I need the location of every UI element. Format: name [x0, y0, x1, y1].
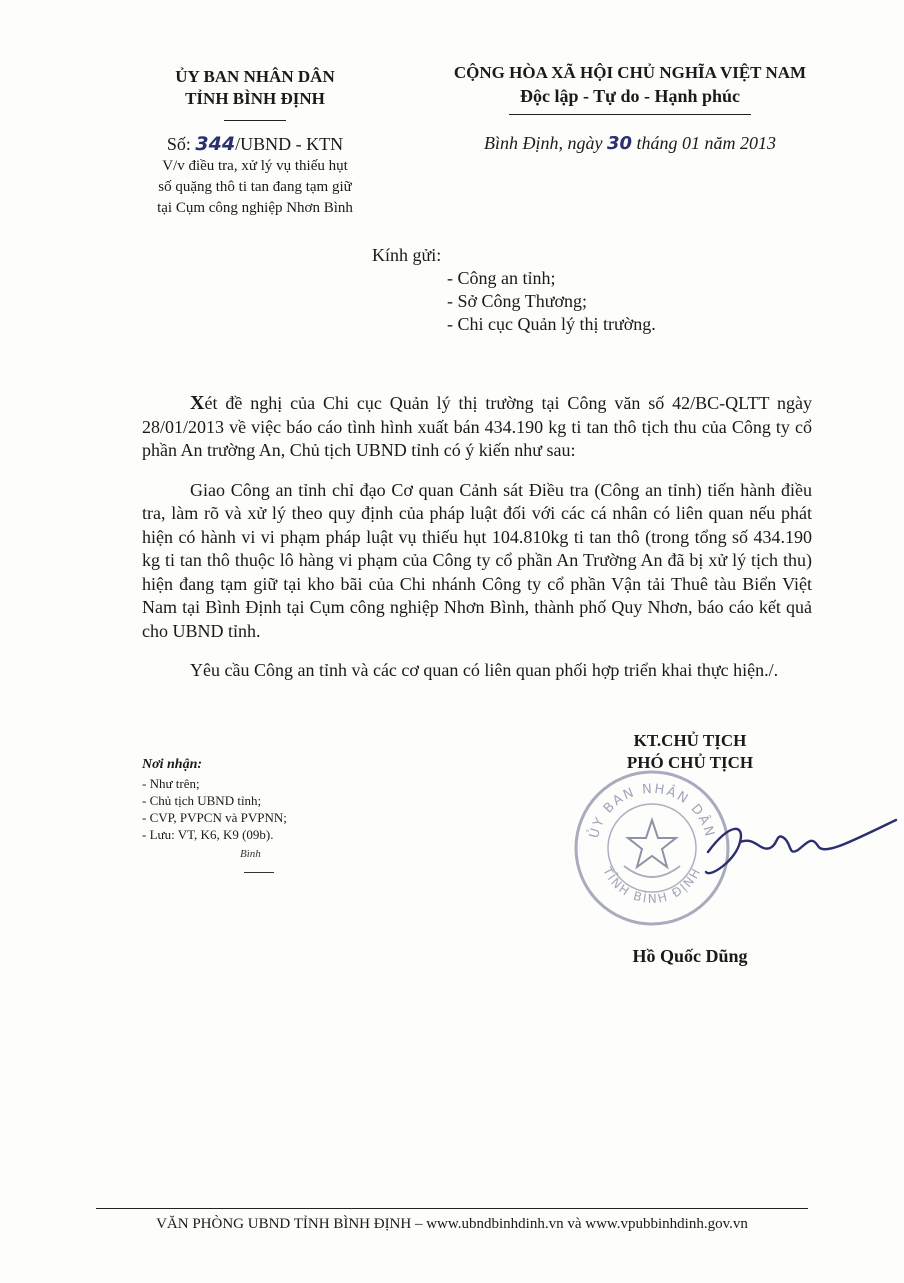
svg-text:ỦY BAN NHÂN DÂN — [585, 782, 717, 840]
national-header — [400, 62, 860, 115]
subject-line-3: tại Cụm công nghiệp Nhơn Bình — [157, 200, 353, 216]
clerk-initials-underline — [244, 872, 274, 873]
recipient-item: - Chi cục Quản lý thị trường. — [447, 314, 656, 334]
footer-divider — [96, 1208, 808, 1209]
seal-text-top: ỦY BAN NHÂN DÂN — [586, 781, 718, 840]
subject-line-1: V/v điều tra, xử lý vụ thiếu hụt — [162, 158, 348, 174]
body-paragraph-1-text: ét đề nghị của Chi cục Quản lý thị trường tại Công văn số 42/BC-QLTT ngày 28/01/2013 về việc báo cáo tình hình xuất bán 434.190 kg ti tan thô tịch thu của Công ty cổ phần An trường An, Chủ tịch UBND tỉnh có ý kiến như sau: — [142, 393, 812, 460]
letter-body — [142, 392, 812, 699]
body-paragraph-1-initial: X — [190, 392, 205, 414]
issuer-org-line2: TỈNH BÌNH ĐỊNH — [185, 89, 325, 108]
body-paragraph-1 — [142, 392, 812, 463]
date-line — [400, 133, 860, 154]
date-suffix: tháng 01 năm 2013 — [636, 133, 777, 153]
clerk-initials: Bình — [240, 848, 261, 860]
national-motto: Độc lập - Tự do - Hạnh phúc — [519, 86, 741, 106]
seal-text-bottom: TỈNH BÌNH ĐỊNH — [600, 864, 704, 906]
distribution-title: Nơi nhận: — [142, 757, 203, 772]
distribution-list — [142, 756, 287, 843]
recipients-block — [372, 244, 656, 336]
document-number — [120, 133, 390, 155]
distribution-item: - Như trên; — [142, 776, 200, 791]
body-paragraph-2: Giao Công an tỉnh chỉ đạo Cơ quan Cảnh sát Điều tra (Công an tỉnh) tiến hành điều tra, làm rõ và xử lý theo quy định của pháp luật đối với các cá nhân có liên quan nếu phát hiện có hành vi vi phạm pháp luật vụ thiếu hụt 104.810kg ti tan thô (trong tổng số 434.190 kg ti tan thô thuộc lô hàng vi phạm của Công ty cổ phần An Trường An đã bị xử lý tịch thu) hiện đang tạm giữ tại kho bãi của Chi nhánh Công ty cổ phần Vận tải Thuê tàu Biển Việt Nam tại Bình Định tại Cụm công nghiệp Nhơn Bình, thành phố Quy Nhơn, báo cáo kết quả cho UBND tỉnh. — [142, 479, 812, 641]
nation-title: CỘNG HÒA XÃ HỘI CHỦ NGHĨA VIỆT NAM — [453, 63, 807, 82]
signer-name: Hồ Quốc Dũng — [632, 946, 748, 966]
body-paragraph-3: Yêu cầu Công an tỉnh và các cơ quan có liên quan phối hợp triển khai thực hiện./. — [190, 660, 779, 680]
recipient-item: - Sở Công Thương; — [447, 291, 587, 311]
issuer-block — [120, 66, 390, 218]
issuer-divider — [224, 120, 286, 121]
issuer-org-line1: ỦY BAN NHÂN DÂN — [175, 67, 335, 86]
signer-role-2: PHÓ CHỦ TỊCH — [626, 753, 754, 772]
handwritten-signature-icon — [700, 812, 900, 882]
distribution-item: - Lưu: VT, K6, K9 (09b). — [142, 827, 274, 842]
motto-divider — [509, 114, 751, 115]
footer-text: VĂN PHÒNG UBND TỈNH BÌNH ĐỊNH – www.ubndbinhdinh.vn và www.vpubbinhdinh.gov.vn — [156, 1216, 748, 1232]
subject-line-2: số quặng thô ti tan đang tạm giữ — [158, 179, 352, 195]
document-number-suffix: /UBND - KTN — [235, 134, 344, 154]
document-number-prefix: Số: — [166, 134, 191, 154]
recipient-item: - Công an tỉnh; — [447, 268, 556, 288]
date-day-handwritten: 30 — [606, 133, 633, 154]
distribution-item: - CVP, PVPCN và PVPNN; — [142, 810, 287, 825]
date-prefix: Bình Định, ngày — [483, 133, 603, 153]
recipients-label: Kính gửi: — [372, 245, 442, 265]
distribution-item: - Chủ tịch UBND tỉnh; — [142, 793, 262, 808]
svg-text:TỈNH BÌNH ĐỊNH — [600, 864, 704, 906]
document-number-handwritten: 344 — [195, 133, 236, 155]
signer-role-1: KT.CHỦ TỊCH — [633, 731, 747, 750]
